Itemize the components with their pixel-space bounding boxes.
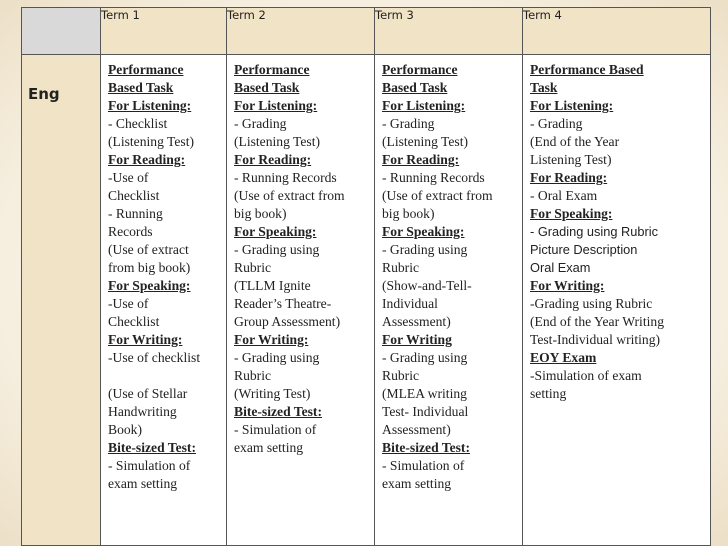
cell-text-line: - Grading using	[234, 242, 320, 257]
cell-text-line: (Show-and-Tell-	[382, 278, 472, 293]
cell-text-line: - Grading using	[234, 350, 320, 365]
header-row	[22, 8, 711, 55]
cell-text-line: Group Assessment)	[234, 314, 341, 329]
cell-text-line: - Grading using	[382, 242, 468, 257]
cell-text-line: - Grading	[234, 116, 287, 131]
cell-text-line: Reader’s Theatre-	[234, 296, 332, 311]
cell-text-line: Assessment)	[382, 314, 451, 329]
cell-text-line: (End of the Year	[530, 134, 620, 149]
cell-text-line: -Grading using Rubric	[530, 296, 653, 311]
term-2-cell	[227, 55, 375, 546]
cell-heading: Bite-sized Test:	[108, 440, 196, 455]
cell-text-line: Listening Test)	[530, 152, 612, 167]
cell-heading: For Reading:	[530, 170, 608, 185]
cell-heading: For Writing:	[234, 332, 309, 347]
cell-text-line: Rubric	[382, 368, 419, 383]
cell-text-line: (End of the Year Writing	[530, 314, 664, 329]
cell-text-line: -Use of checklist	[108, 350, 201, 365]
cell-text-line: exam setting	[382, 476, 452, 491]
cell-text-line: - Grading using Rubric	[530, 224, 659, 239]
cell-heading: Performance	[108, 62, 184, 77]
cell-text-line: -Use of	[108, 170, 149, 185]
subject-label: Eng	[22, 55, 101, 546]
cell-text-line: Checklist	[108, 188, 160, 203]
cell-text-line: Checklist	[108, 314, 160, 329]
cell-text-line: Oral Exam	[530, 260, 591, 275]
cell-text-line: Rubric	[234, 260, 271, 275]
cell-heading: For Writing:	[530, 278, 605, 293]
cell-text-line: Test- Individual	[382, 404, 469, 419]
cell-heading: Task	[530, 80, 558, 95]
cell-text-line: setting	[530, 386, 567, 401]
cell-text-line: (Listening Test)	[108, 134, 195, 149]
header-term-4: Term 4	[523, 8, 711, 55]
cell-text-line: - Grading	[382, 116, 435, 131]
cell-text-line: Handwriting	[108, 404, 177, 419]
cell-heading: For Speaking:	[108, 278, 191, 293]
cell-text-line: Rubric	[382, 260, 419, 275]
cell-text-line: - Running	[108, 206, 163, 221]
cell-heading: Based Task	[382, 80, 448, 95]
cell-text-line: Individual	[382, 296, 438, 311]
cell-text-line: (Use of extract from	[382, 188, 493, 203]
cell-heading: For Speaking:	[382, 224, 465, 239]
term-3-cell	[375, 55, 523, 546]
cell-text-line: Test-Individual writing)	[530, 332, 661, 347]
term-1-cell	[101, 55, 227, 546]
cell-text-line: (Writing Test)	[234, 386, 311, 401]
cell-heading: Performance	[234, 62, 310, 77]
cell-text-line: - Simulation of	[234, 422, 317, 437]
cell-text-line: (Listening Test)	[382, 134, 469, 149]
cell-heading: Based Task	[108, 80, 174, 95]
cell-heading: For Speaking:	[234, 224, 317, 239]
cell-text-line: exam setting	[108, 476, 178, 491]
cell-text-line: (Use of Stellar	[108, 386, 188, 401]
term-4-cell	[523, 55, 711, 546]
cell-text-line: Rubric	[234, 368, 271, 383]
header-term-2: Term 2	[227, 8, 375, 55]
cell-text-line: -Simulation of exam	[530, 368, 642, 383]
header-term-1: Term 1	[101, 8, 227, 55]
cell-text-line: - Oral Exam	[530, 188, 598, 203]
cell-heading: For Reading:	[108, 152, 186, 167]
cell-text-line: exam setting	[234, 440, 304, 455]
cell-text-line: - Running Records	[382, 170, 485, 185]
corner-cell	[22, 8, 101, 55]
cell-heading: For Listening:	[108, 98, 192, 113]
cell-text-line: (Use of extract	[108, 242, 189, 257]
cell-heading: For Writing	[382, 332, 452, 347]
cell-text-line	[108, 367, 222, 385]
cell-heading: Based Task	[234, 80, 300, 95]
cell-heading: Bite-sized Test:	[234, 404, 322, 419]
cell-text-line: (Listening Test)	[234, 134, 321, 149]
cell-heading: For Listening:	[382, 98, 466, 113]
cell-text-line: - Checklist	[108, 116, 168, 131]
cell-heading: Performance	[382, 62, 458, 77]
cell-heading: Bite-sized Test:	[382, 440, 470, 455]
cell-heading: For Listening:	[530, 98, 614, 113]
cell-text-line: Picture Description	[530, 242, 638, 257]
cell-text-line: from big book)	[108, 260, 191, 275]
cell-heading: For Reading:	[382, 152, 460, 167]
cell-text-line: - Running Records	[234, 170, 337, 185]
cell-text-line: - Grading using	[382, 350, 468, 365]
cell-heading: For Speaking:	[530, 206, 613, 221]
cell-heading: EOY Exam	[530, 350, 597, 365]
cell-text-line: -Use of	[108, 296, 149, 311]
cell-text-line: - Grading	[530, 116, 583, 131]
cell-text-line: (Use of extract from	[234, 188, 345, 203]
cell-text-line: - Simulation of	[108, 458, 191, 473]
subject-row	[22, 55, 711, 546]
cell-heading: For Listening:	[234, 98, 318, 113]
cell-text-line: - Simulation of	[382, 458, 465, 473]
cell-text-line: (MLEA writing	[382, 386, 467, 401]
cell-heading: For Reading:	[234, 152, 312, 167]
cell-text-line: Book)	[108, 422, 142, 437]
assessment-plan-table	[21, 7, 711, 546]
cell-text-line: big book)	[234, 206, 287, 221]
cell-heading: For Writing:	[108, 332, 183, 347]
header-term-3: Term 3	[375, 8, 523, 55]
cell-text-line: Records	[108, 224, 153, 239]
cell-heading: Performance Based	[530, 62, 644, 77]
cell-text-line: Assessment)	[382, 422, 451, 437]
cell-text-line: (TLLM Ignite	[234, 278, 311, 293]
cell-text-line: big book)	[382, 206, 435, 221]
